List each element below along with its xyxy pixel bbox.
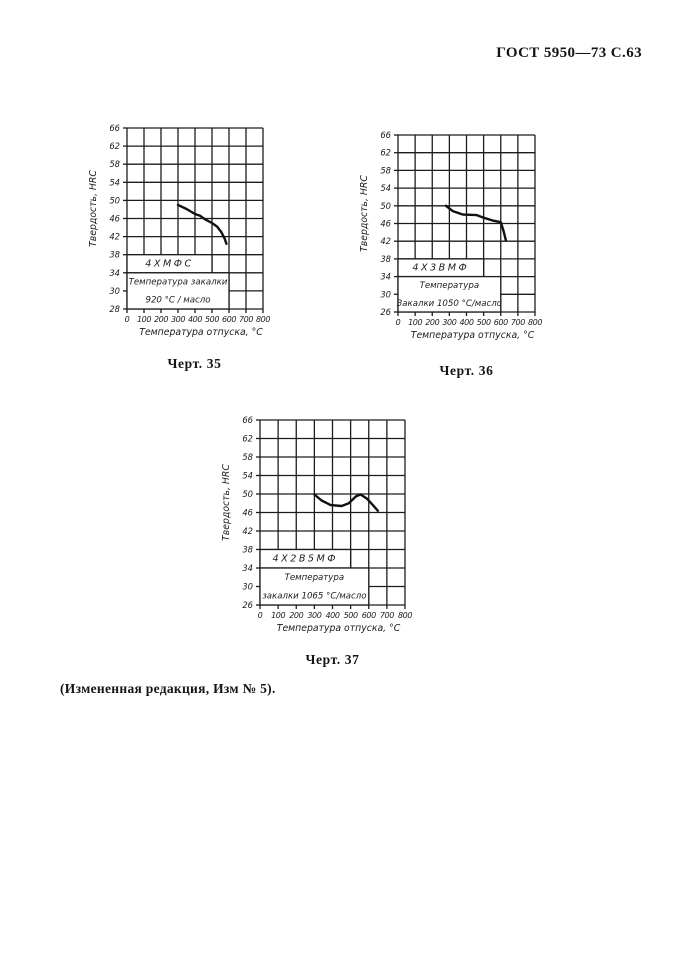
- figure-chart-37: [213, 404, 438, 668]
- svg-text:26: 26: [380, 307, 391, 317]
- svg-text:200: 200: [153, 315, 169, 324]
- svg-text:50: 50: [109, 195, 120, 206]
- svg-text:Температура: Температура: [284, 573, 345, 584]
- svg-text:42: 42: [242, 526, 253, 536]
- svg-text:920 °С / масло: 920 °С / масло: [145, 295, 211, 306]
- svg-text:200: 200: [425, 318, 440, 327]
- svg-text:34: 34: [380, 271, 391, 282]
- svg-text:400: 400: [187, 315, 203, 324]
- svg-text:0: 0: [124, 315, 130, 324]
- svg-text:700: 700: [379, 611, 394, 620]
- svg-text:Закалки 1050 °С/масло: Закалки 1050 °С/масло: [396, 298, 503, 309]
- hardness-vs-tempering-chart-37: [213, 404, 438, 644]
- figure-chart-36: [355, 119, 570, 379]
- svg-text:38: 38: [380, 253, 391, 264]
- svg-text:4Х3ВМФ: 4Х3ВМФ: [412, 262, 470, 274]
- svg-text:Температура отпуска, °С: Температура отпуска, °С: [139, 327, 263, 338]
- svg-text:58: 58: [380, 165, 391, 176]
- svg-text:300: 300: [442, 318, 457, 327]
- svg-text:500: 500: [476, 318, 491, 327]
- svg-text:34: 34: [109, 267, 120, 278]
- svg-text:46: 46: [242, 507, 253, 518]
- svg-text:58: 58: [242, 452, 253, 462]
- svg-text:42: 42: [109, 231, 120, 242]
- svg-text:700: 700: [238, 315, 254, 324]
- svg-text:28: 28: [109, 304, 120, 314]
- svg-text:400: 400: [459, 318, 474, 327]
- svg-text:66: 66: [380, 130, 391, 140]
- svg-text:50: 50: [242, 489, 253, 499]
- svg-text:800: 800: [255, 315, 271, 324]
- svg-text:66: 66: [109, 123, 120, 133]
- svg-text:38: 38: [242, 544, 253, 555]
- svg-text:50: 50: [380, 200, 391, 211]
- svg-text:30: 30: [242, 581, 253, 592]
- page-header-gost-number: ГОСТ 5950—73 С.63: [496, 45, 642, 61]
- svg-text:закалки 1065 °С/масло: закалки 1065 °С/масло: [262, 591, 367, 602]
- hardness-vs-tempering-chart-35: [80, 112, 295, 348]
- svg-text:300: 300: [170, 315, 186, 324]
- svg-text:200: 200: [289, 611, 304, 620]
- svg-text:400: 400: [325, 611, 340, 620]
- svg-text:Твердость, HRC: Твердость, HRC: [221, 464, 232, 541]
- hardness-curve: [178, 205, 226, 244]
- svg-text:300: 300: [307, 611, 322, 620]
- svg-text:Температура: Температура: [419, 281, 480, 292]
- svg-text:58: 58: [109, 159, 120, 170]
- svg-text:100: 100: [271, 611, 286, 620]
- svg-text:54: 54: [109, 177, 120, 188]
- svg-text:4Х2В5МФ: 4Х2В5МФ: [272, 553, 339, 565]
- amendment-note: (Измененная редакция, Изм № 5).: [60, 681, 276, 696]
- svg-text:46: 46: [109, 213, 120, 224]
- svg-text:62: 62: [242, 433, 253, 444]
- svg-text:Температура отпуска, °С: Температура отпуска, °С: [410, 330, 535, 341]
- svg-text:46: 46: [380, 218, 391, 229]
- svg-text:100: 100: [136, 315, 152, 324]
- svg-text:54: 54: [380, 183, 391, 194]
- svg-text:30: 30: [380, 289, 391, 300]
- svg-text:600: 600: [493, 318, 508, 327]
- svg-text:30: 30: [109, 285, 120, 296]
- svg-text:0: 0: [257, 611, 263, 620]
- svg-text:Твердость, HRC: Твердость, HRC: [88, 170, 99, 247]
- svg-text:600: 600: [221, 315, 237, 324]
- svg-text:800: 800: [397, 611, 413, 620]
- svg-text:700: 700: [510, 318, 525, 327]
- figure-caption: Черт. 36: [439, 363, 494, 378]
- svg-text:500: 500: [343, 611, 358, 620]
- svg-text:600: 600: [361, 611, 376, 620]
- svg-text:Температура отпуска, °С: Температура отпуска, °С: [276, 623, 401, 634]
- svg-text:100: 100: [408, 318, 423, 327]
- svg-text:66: 66: [242, 415, 253, 425]
- svg-text:Температура закалки: Температура закалки: [128, 277, 228, 288]
- svg-text:4ХМФС: 4ХМФС: [145, 258, 194, 270]
- svg-text:54: 54: [242, 470, 253, 481]
- figure-caption: Черт. 35: [167, 356, 222, 371]
- svg-text:34: 34: [242, 563, 253, 573]
- svg-text:26: 26: [242, 600, 253, 610]
- svg-text:0: 0: [395, 318, 401, 327]
- svg-text:42: 42: [380, 236, 391, 247]
- svg-text:38: 38: [109, 249, 120, 260]
- svg-text:62: 62: [380, 147, 391, 158]
- svg-text:Твердость, HRC: Твердость, HRC: [359, 175, 370, 252]
- svg-text:500: 500: [204, 315, 220, 324]
- svg-text:800: 800: [527, 318, 543, 327]
- axis-labels: [221, 415, 412, 634]
- svg-text:62: 62: [109, 141, 120, 152]
- figure-chart-35: [80, 112, 295, 372]
- hardness-vs-tempering-chart-36: [355, 119, 570, 355]
- figure-caption: Черт. 37: [305, 652, 360, 667]
